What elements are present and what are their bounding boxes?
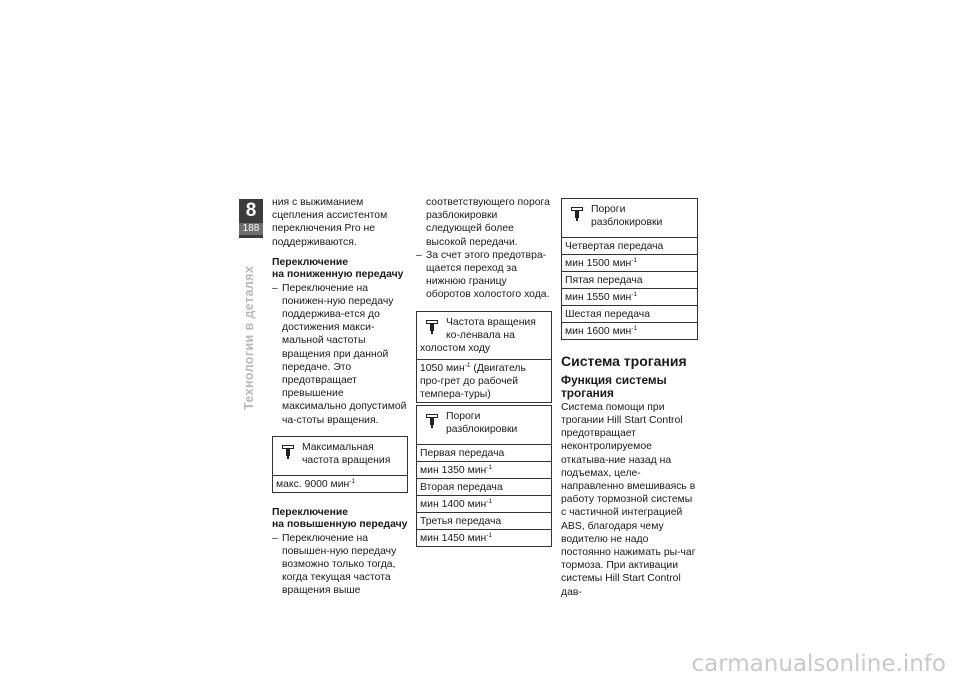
table-row: Третья передача [417, 512, 551, 529]
wrench-icon [426, 414, 438, 428]
wrench-icon [426, 320, 438, 334]
wrench-icon [571, 207, 583, 221]
spec-box-header: Максимальная частота вращения [273, 437, 407, 475]
chapter-badge [239, 199, 263, 238]
thresholds-box-2 [561, 198, 698, 340]
spec-box-value: 1050 мин$^{-1}$ (Двигатель про-грет до рабочей темпера-туры) [417, 359, 551, 402]
table-row: Пятая передача [562, 271, 697, 288]
thresholds-box-1 [416, 405, 552, 547]
table-row: мин 1350 мин$^{-1}$ [417, 461, 551, 478]
body-paragraph: Система помощи при трогании Hill Start Control предотвращает неконтролируемое откатыва-ние назад на подъемах, целе-направленно вмешиваясь в работу тормозной системы с частичной интеграцией ABS, благодаря чему водителю не надо постоянно нажимать ры-чаг тормоза. При активации системы Hill Start Control дав- [561, 401, 696, 598]
table-row: мин 1450 мин$^{-1}$ [417, 529, 551, 546]
upshift-heading: Переключение на повышенную передачу [272, 506, 408, 531]
idle-item: – За счет этого предотвра-щается переход за нижнюю границу оборотов холостого хода. [416, 249, 552, 302]
chapter-title: Технологии в деталях [242, 265, 256, 410]
downshift-heading: Переключение на пониженную передачу [272, 256, 404, 281]
text-column-3 [561, 196, 698, 599]
section-title: Система трогания [561, 353, 687, 369]
table-row: Четвертая передача [562, 237, 697, 254]
spec-box-header: Пороги разблокировки [562, 199, 697, 237]
spec-box-header: Пороги разблокировки [417, 406, 551, 444]
wrench-icon [282, 445, 294, 459]
table-row: Вторая передача [417, 478, 551, 495]
subsection-title: Функция системы трогания [561, 373, 667, 401]
table-row: Шестая передача [562, 305, 697, 322]
max-rpm-spec-box [272, 436, 408, 493]
table-row: мин 1550 мин$^{-1}$ [562, 288, 697, 305]
page-number: 188 [239, 223, 263, 235]
watermark: carmanualsonline.info [691, 650, 946, 677]
spec-box-value: макс. 9000 мин$^{-1}$ [273, 475, 407, 492]
intro-paragraph: ния с выжиманием сцепления ассистентом переключения Pro не поддерживаются. [272, 197, 388, 248]
idle-rpm-spec-box [416, 311, 552, 404]
chapter-number: 8 [245, 200, 257, 221]
spec-box-header: Частота вращения ко-ленвала на холостом ходу [420, 316, 536, 355]
table-row: мин 1400 мин$^{-1}$ [417, 495, 551, 512]
table-row: мин 1500 мин$^{-1}$ [562, 254, 697, 271]
table-row: Первая передача [417, 444, 551, 461]
upshift-item-continued: соответствующего порога разблокировки следующей более высокой передачи. [426, 197, 550, 248]
text-column-1 [272, 196, 408, 598]
text-column-2 [416, 196, 552, 547]
table-row: мин 1600 мин$^{-1}$ [562, 322, 697, 339]
upshift-item: – Переключение на повышен-ную передачу возможно только тогда, когда текущая частота вращения выше [272, 532, 408, 598]
downshift-item: – Переключение на понижен-ную передачу поддержива-ется до достижения макси-мальной частоты вращения при данной передаче. Это предотвращает превышение максимально допустимой ча-стоты вращения. [272, 282, 408, 427]
